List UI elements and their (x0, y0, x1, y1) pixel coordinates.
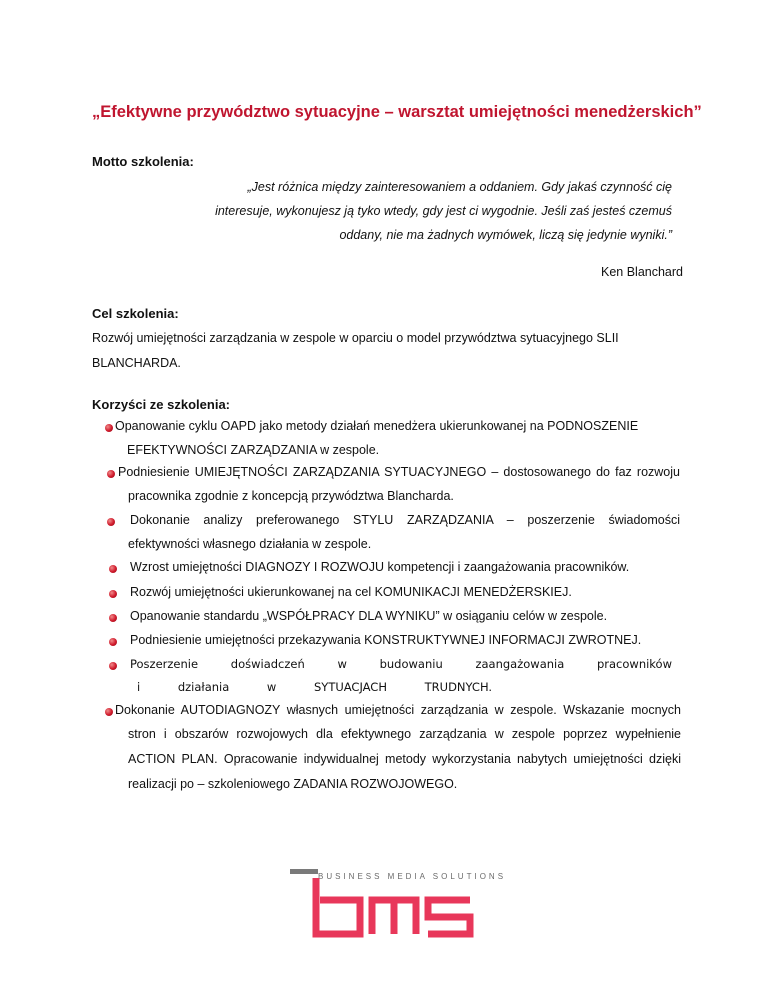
list-item-3-line-1: Dokonanie analizy preferowanego STYLU ZARZĄDZANIA – poszerzenie świadomości (130, 513, 680, 527)
list-item-9-line-2: stron i obszarów rozwojowych dla efektywnego zarządzania w zespole poprzez wypełnienie (128, 727, 681, 741)
list-item-9-line-3: ACTION PLAN. Opracowanie indywidualnej metody wykorzystania nabytych umiejętności dzięki (128, 752, 681, 766)
bullet-icon (107, 470, 115, 478)
motto-author: Ken Blanchard (600, 265, 683, 279)
motto-heading: Motto szkolenia: (92, 154, 194, 169)
logo-tagline: BUSINESS MEDIA SOLUTIONS (318, 872, 507, 881)
list-item-3-line-2: efektywności własnego działania w zespole. (128, 537, 372, 551)
list-item-1-line-1: Opanowanie cyklu OAPD jako metody działań menedżera ukierunkowanej na PODNOSZENIE (115, 419, 639, 433)
list-item-1-line-2: EFEKTYWNOŚCI ZARZĄDZANIA w zespole. (127, 443, 380, 457)
bullet-icon (109, 638, 117, 646)
list-item-2-line-1: Podniesienie UMIEJĘTNOŚCI ZARZĄDZANIA SYTUACYJNEGO – dostosowanego do faz rozwoju (118, 465, 680, 479)
document-title: „Efektywne przywództwo sytuacyjne – warsztat umiejętności menedżerskich” (92, 103, 702, 121)
bullet-icon (109, 614, 117, 622)
logo-bar (290, 869, 318, 874)
list-item-8-line-2: i działania w SYTUACJACH TRUDNYCH. (137, 680, 493, 694)
list-item-6: Opanowanie standardu „WSPÓŁPRACY DLA WYNIKU” w osiąganiu celów w zespole. (130, 609, 608, 623)
cel-text-line-2: BLANCHARDA. (92, 356, 181, 370)
logo-letter-s (428, 900, 470, 934)
list-item-9-line-1: Dokonanie AUTODIAGNOZY własnych umiejętności zarządzania w zespole. Wskazanie mocnych (115, 703, 681, 717)
bms-logo-mark (290, 860, 490, 940)
bullet-icon (105, 708, 113, 716)
logo-letter-m (372, 900, 416, 934)
motto-quote-line-2: interesuje, wykonujesz ją tyko wtedy, gdy jest ci wygodnie. Jeśli zaś jesteś czemuś (215, 204, 672, 218)
bullet-icon (105, 424, 113, 432)
bullet-icon (109, 662, 117, 670)
list-item-9-line-4: realizacji po – szkoleniowego ZADANIA ROZWOJOWEGO. (128, 777, 458, 791)
cel-text-line-1: Rozwój umiejętności zarządzania w zespole w oparciu o model przywództwa sytuacyjnego SLII (92, 331, 619, 345)
list-item-8-line-1: Poszerzenie doświadczeń w budowaniu zaangażowania pracowników (130, 657, 672, 671)
logo-wordmark (316, 878, 470, 934)
logo-letter-b (316, 878, 360, 934)
motto-quote-line-3: oddany, nie ma żadnych wymówek, liczą się jedynie wyniki.” (339, 228, 672, 242)
list-item-5: Rozwój umiejętności ukierunkowanej na cel KOMUNIKACJI MENEDŻERSKIEJ. (130, 585, 572, 599)
cel-heading: Cel szkolenia: (92, 306, 179, 321)
bullet-icon (109, 590, 117, 598)
list-item-2-line-2: pracownika zgodnie z koncepcją przywództwa Blancharda. (128, 489, 454, 503)
bullet-icon (107, 518, 115, 526)
list-item-7: Podniesienie umiejętności przekazywania KONSTRUKTYWNEJ INFORMACJI ZWROTNEJ. (130, 633, 642, 647)
korzysci-heading: Korzyści ze szkolenia: (92, 397, 230, 412)
list-item-4: Wzrost umiejętności DIAGNOZY I ROZWOJU kompetencji i zaangażowania pracowników. (130, 560, 630, 574)
bullet-icon (109, 565, 117, 573)
motto-quote-line-1: „Jest różnica między zainteresowaniem a oddaniem. Gdy jakaś czynność cię (247, 180, 672, 194)
